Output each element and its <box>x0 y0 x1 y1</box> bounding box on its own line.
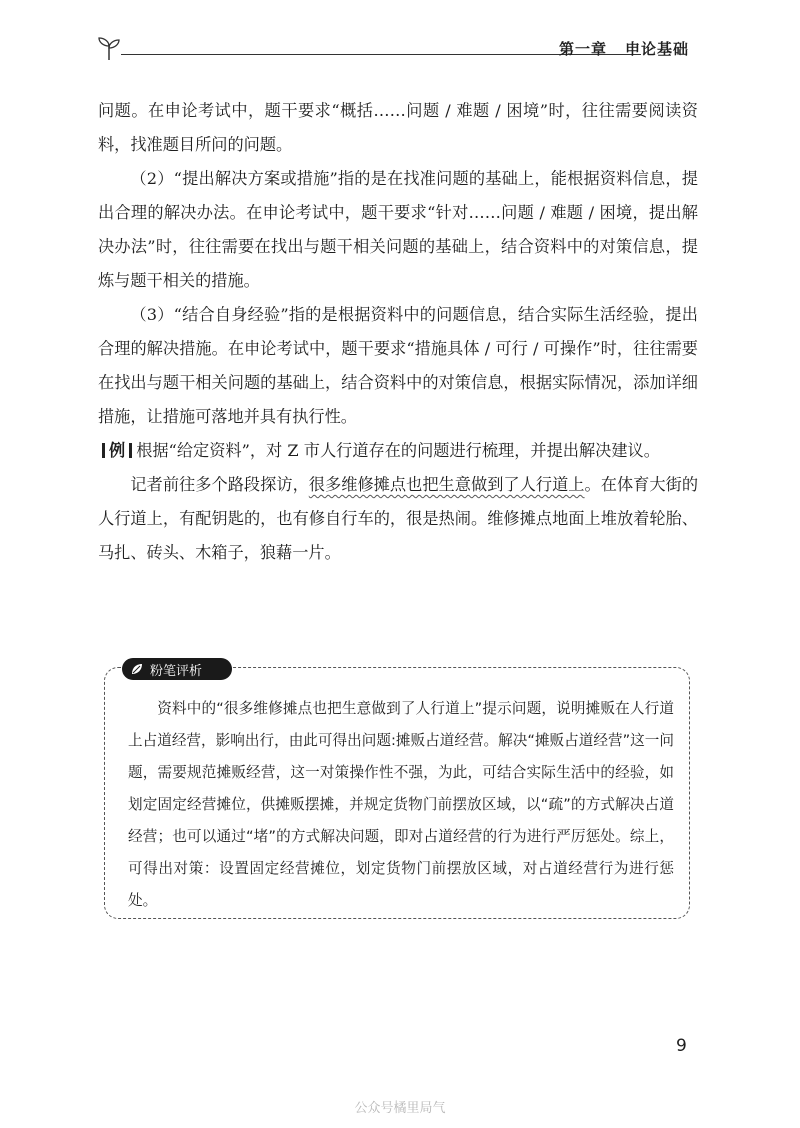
review-tag-label: 粉笔评析 <box>150 663 203 679</box>
review-tag <box>122 658 232 680</box>
leaf-icon <box>130 662 144 676</box>
paragraph-1: 问题。在申论考试中，题干要求“概括……问题 / 难题 / 困境”时，往往需要阅读资料，找准题目所问的问题。 <box>98 101 698 154</box>
example-label: 例 <box>98 441 136 460</box>
chapter-title: 申论基础 <box>625 40 690 58</box>
paragraph-2: （2）“提出解决方案或措施”指的是在找准问题的基础上，能根据资料信息，提出合理的解决办法。在申论考试中，题干要求“针对……问题 / 难题 / 困境，提出解决办法”时，往往需要在找出与题干相关问题的基础上，结合资料中的对策信息，提炼与题干相关的措施。 <box>98 169 698 290</box>
example-text: 根据“给定资料”，对 Z 市人行道存在的问题进行梳理，并提出解决建议。 <box>136 441 660 460</box>
running-header <box>95 30 697 70</box>
paragraph-3: （3）“结合自身经验”指的是根据资料中的问题信息，结合实际生活经验，提出合理的解决措施。在申论考试中，题干要求“措施具体 / 可行 / 可操作”时，往往需要在找出与题干相关问题的基础上，结合资料中的对策信息，根据实际情况，添加详细措施，让措施可落地并具有执行性。 <box>98 305 698 426</box>
page-number: 9 <box>676 1036 687 1056</box>
sprout-icon <box>95 34 123 62</box>
watermark: 公众号橘里局气 <box>354 1101 446 1116</box>
chapter-number: 第一章 <box>559 40 608 58</box>
material-text-after: 。在体育大街的人行道上，有配钥匙的，也有修自行车的，很是热闹。维修摊点地面上堆放着轮胎、马扎、砖头、木箱子，狼藉一片。 <box>98 475 699 562</box>
review-text: 资料中的“很多维修摊点也把生意做到了人行道上”提示问题，说明摊贩在人行道上占道经营，影响出行，由此可得出问题:摊贩占道经营。解决“摊贩占道经营”这一问题，需要规范摊贩经营，这一对策操作性不强，为此，可结合实际生活中的经验，如划定固定经营摊位，供摊贩摆摊，并规定货物门前摆放区域，以“疏”的方式解决占道经营；也可以通过“堵”的方式解决问题，即对占道经营的行为进行严厉惩处。综上，可得出对策：设置固定经营摊位，划定货物门前摆放区域，对占道经营行为进行惩处。 <box>128 700 674 909</box>
example-question <box>98 434 698 468</box>
material-paragraph <box>98 468 698 570</box>
material-text-before: 记者前往多个路段探访， <box>130 475 309 494</box>
chapter-heading <box>559 38 689 59</box>
material-underlined-text: 很多维修摊点也把生意做到了人行道上 <box>308 475 585 494</box>
body-text <box>98 94 698 570</box>
